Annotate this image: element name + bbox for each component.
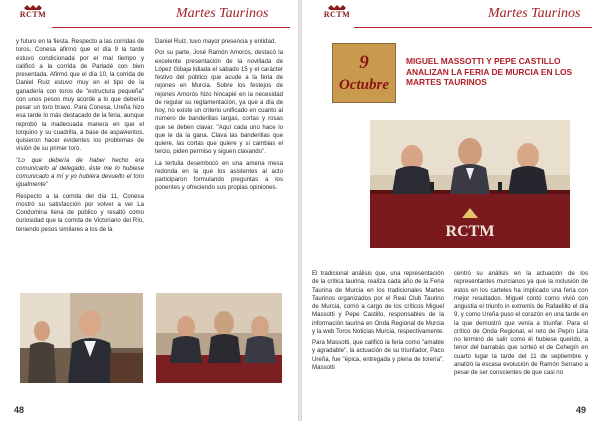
page-number: 49 [575,405,586,415]
rctm-logo: RCTM [322,4,352,26]
banner-text: RCTM [445,223,495,240]
paragraph: Respecto a la corrida del día 11, Conesa mostró su satisfacción por volver a ver La Condomina llena de público y resaltó como curiosidad que la corrida de Victoriano del Río, teniendo pesos similares a los de la [16,192,144,233]
paragraph: y futuro en la fiesta. Respecto a las corridas de toros, Conesa afirmó que el día 9 la tarde estuvo condicionada por el mal tiempo y calificó a la corrida de Parladé con bien presentada. Afirmó que el día 10, la corrida de Daniel Ruiz estuvo muy en el tipo de la ganadería con toros de "estructura pequeña" con unos pesos muy acorde a lo que debería pesar un toro bravo. Para Conesa, Ureña hizo esa tarde lo más destacado de la feria, aunque reprobó la inadecuada manera en que el lorquino y su cuadrilla, a base de aspavientos, quisieron hacer evidentes los problemas de visión de su primer toro. [16,38,144,153]
quote: "Lo que debería de haber hecho era comunicarlo al delegado, éste me lo hubiese comunicado a mí y yo hubiera devuelto el toro igualmente" [16,156,144,189]
paragraph: Para Massotti, que calificó la feria como "amable y agradable", la actuación de su triunfador, Paco Ureña, fue "épica, entregada y plena de torería". Massotti [312,339,444,371]
date-month: Octubre [339,77,389,93]
article-headline: MIGUEL MASSOTTI Y PEPE CASTILLO ANALIZAN LA FERIA DE MURCIA EN LOS MARTES TAURINOS [406,56,573,87]
page-header [8,3,290,29]
photo-main-panel [370,120,570,248]
section-title: Martes Taurinos [176,6,269,21]
section-title: Martes Taurinos [488,6,581,21]
paragraph: centró su análisis en la actuación de los representantes murcianos ya que la inclusión de estos en los carteles ha implicado una feria con mejor resultados. Miguel contó como vivió con angustia el triunfo in extremis de Rafaelillo el día 9, y como Ureña puso el corazón en una tarde en la que demostró que venía a triunfar. Para el crítico de Onda Regional, el reto de Pepín Liria no terminó de salir como él hubiese querido, a tenor del barrabás que sorteó el de Cehegín en cuarto lugar la tarde del 11 de septiembre y analizó la escasa evolución de Ramón Serrano a pesar de ser conscientes de que casi no [454,270,588,376]
photo-panel-left [156,293,282,383]
left-column-2 [155,38,283,196]
date-badge [332,43,396,103]
paragraph: Daniel Ruiz, tuvo mayor presencia y entidad. [155,38,276,45]
paragraph: El tradicional análisis que, una representación de la crítica taurina, realiza cada año de la Feria Taurina de Murcia en los tradicionales Martes Taurinos organizados por el Real Club Taurino de Murcia, corrió a cargo de los críticos Miguel Massotti y Pepe Castillo, responsables de la información taurina en Onda Regional de Murcia y la web Toros Noticias Murcia, respectivamente. [312,270,444,335]
header-divider [52,27,290,28]
left-page [0,0,298,421]
right-column-2 [454,270,588,380]
header-divider [354,27,592,28]
rctm-logo: RCTM [18,4,48,26]
photo-speaker-left [20,293,143,383]
paragraph: Por su parte, José Ramón Amorós, destacó la excelente presentación de la novillada de López Gibaja lidiada el sábado 15 y el carácter festivo del público que acude a la feria de rejones en Murcia. Sobre los festejos de rejones Amorós hizo hincapié en la necesidad de regular su reglamentación, ya que a día de hoy, no existe un criterio unificado en cuanto al número de banderillas largas, cortas y rosas que se deben clavar. "Aquí cada uno hace lo que le da la gana. Clava las banderillas que quiere, las cortas que quiere y si cambias el tercio, piden permiso y siguen clavando". [155,49,283,156]
right-page [302,0,600,421]
left-column-1 [16,38,144,237]
paragraph: La tertulia desembocó en una amena mesa redonda en la que los asistentes al acto participaron formulando preguntas a los ponentes y ofreciendo sus propias opiniones. [155,159,283,192]
right-column-1 [312,270,444,375]
page-header [310,3,592,29]
date-day: 9 [359,52,369,73]
page-number: 48 [14,405,25,415]
